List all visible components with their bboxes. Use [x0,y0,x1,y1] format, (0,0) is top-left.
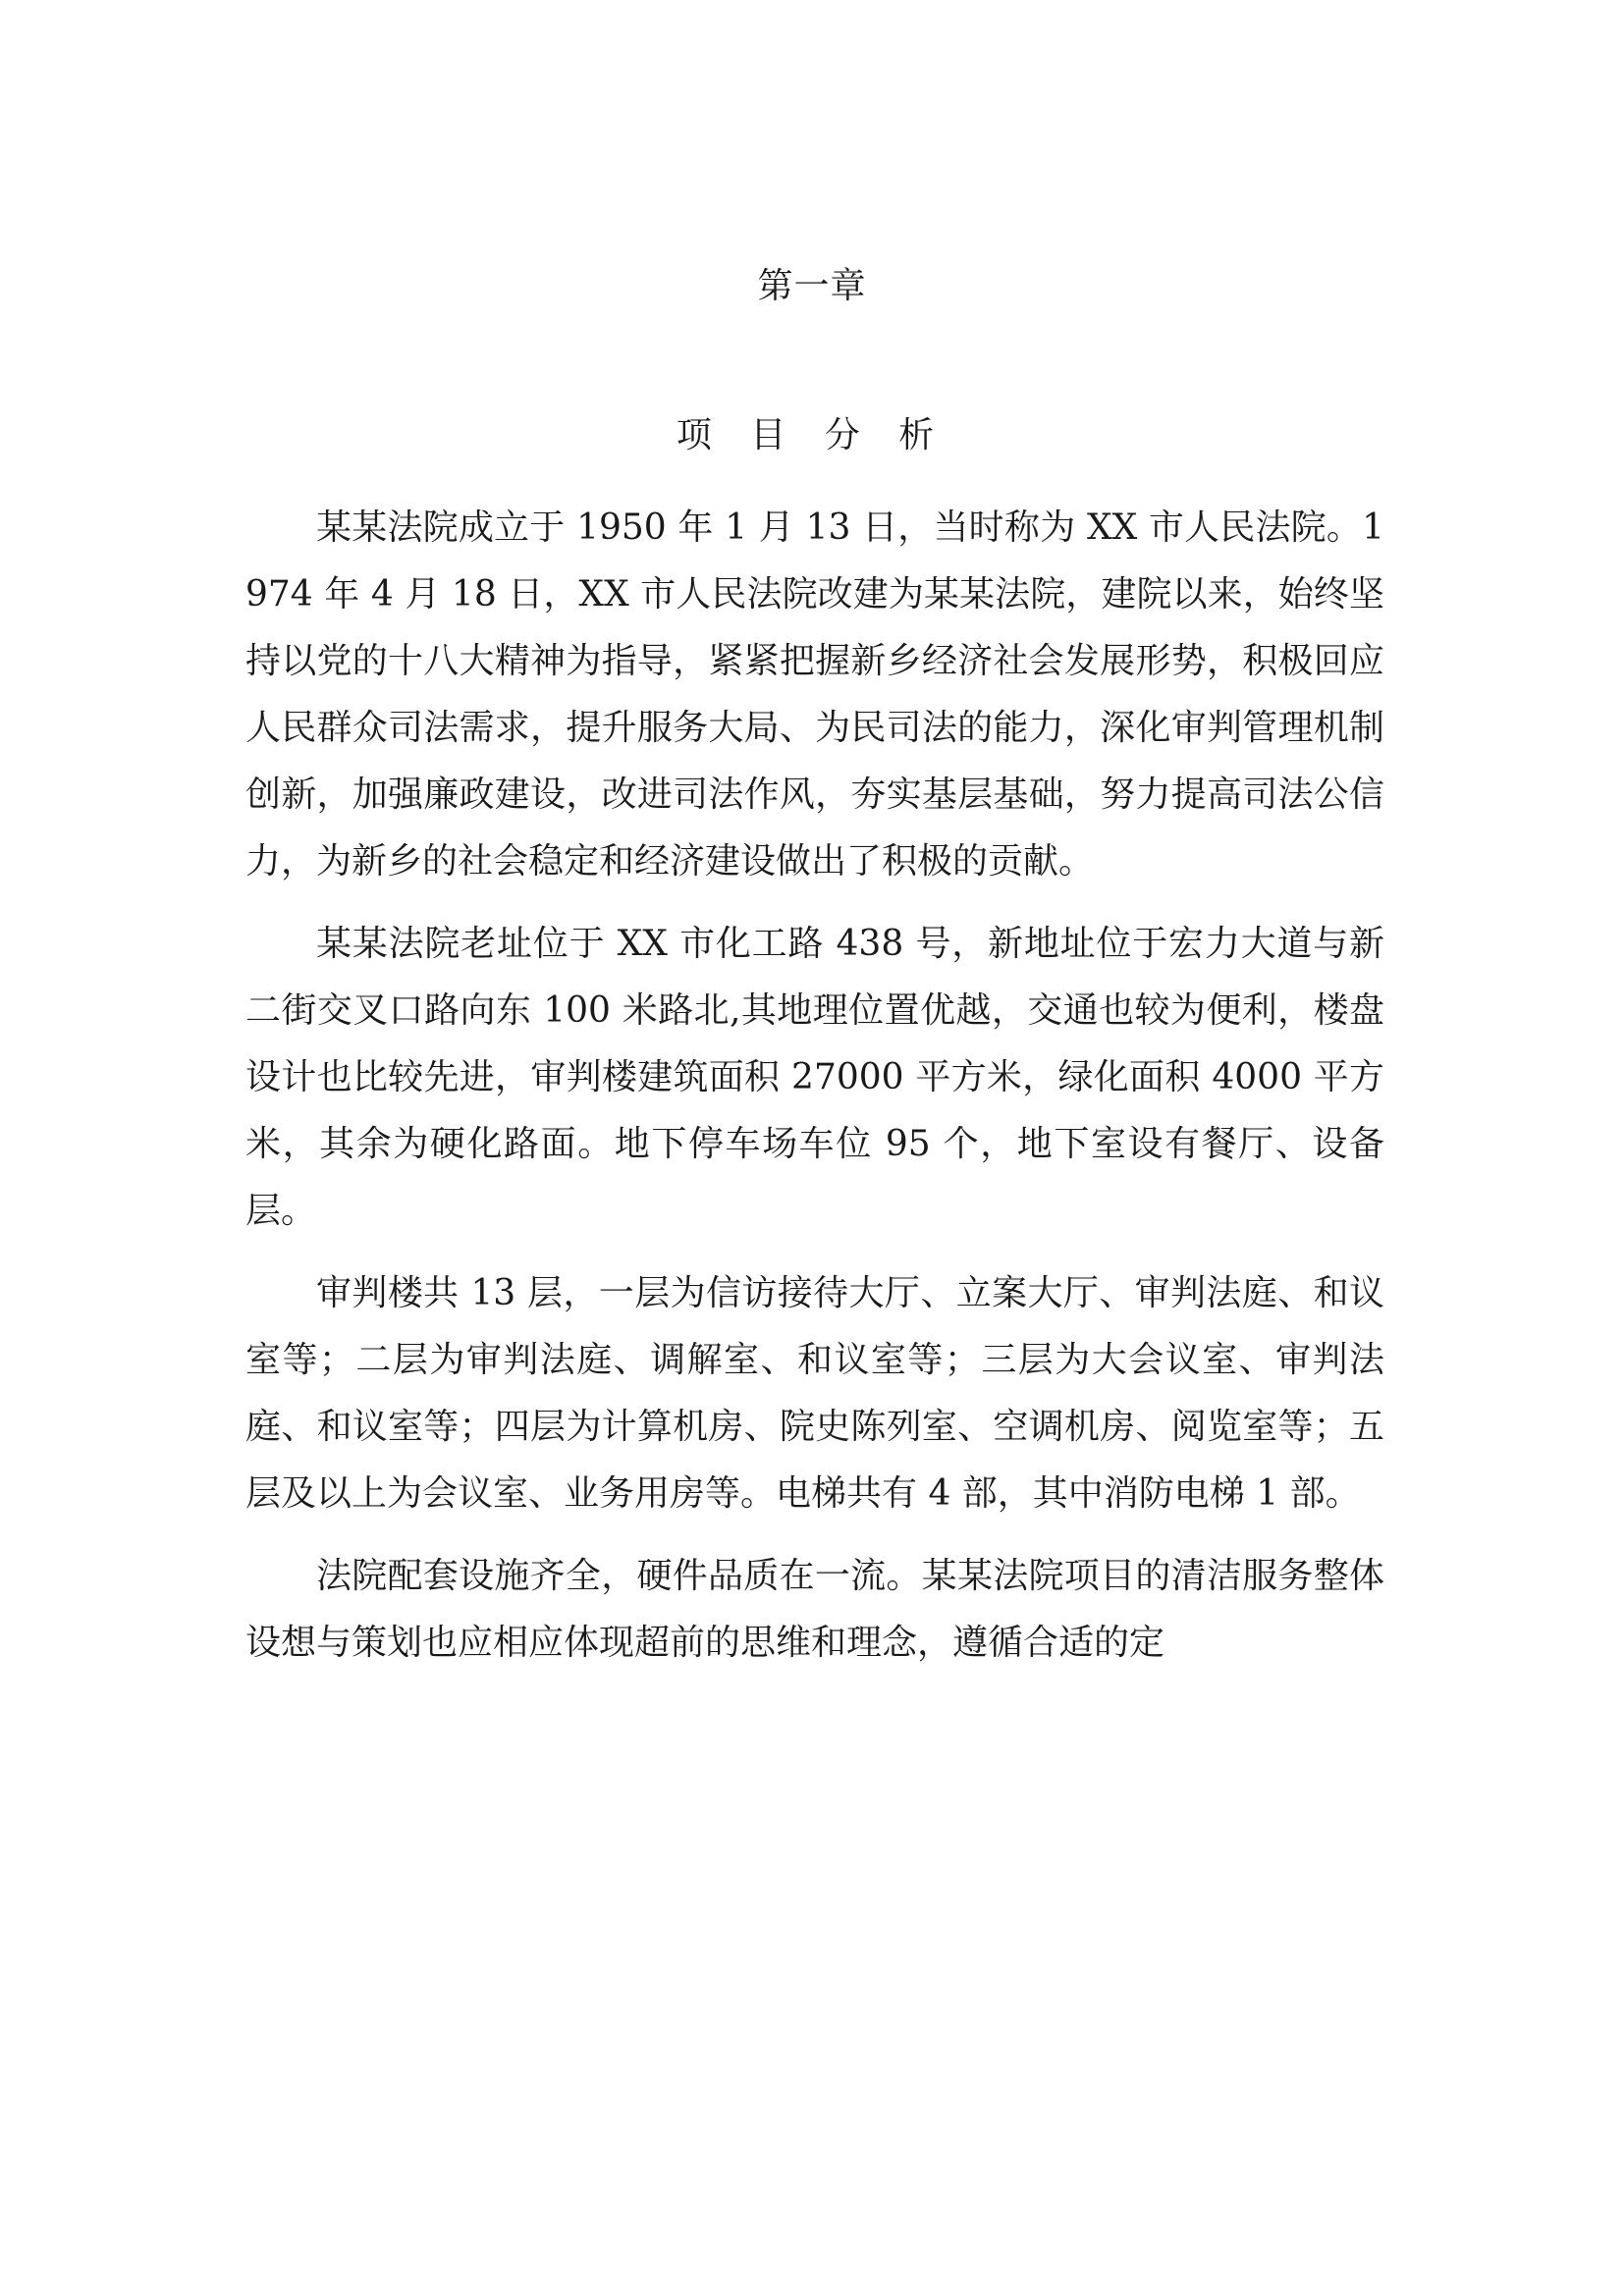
paragraph-floors: 审判楼共 13 层，一层为信访接待大厅、立案大厅、审判法庭、和议室等；二层为审判法庭、调解室、和议室等；三层为大会议室、审判法庭、和议室等；四层为计算机房、院史陈列室、空调机房、阅览室等；五层及以上为会议室、业务用房等。电梯共有 4 部，其中消防电梯 1 部。 [245,1273,1384,1514]
chapter-heading: 第一章 [757,266,867,306]
paragraph-history: 某某法院成立于 1950 年 1 月 13 日，当时称为 XX 市人民法院。1974 年 4 月 18 日，XX 市人民法院改建为某某法院，建院以来，始终坚持以党的十八大精神为指导，紧紧把握新乡经济社会发展形势，积极回应人民群众司法需求，提升服务大局、为民司法的能力，深化审判管理机制创新，加强廉政建设，改进司法作风，夯实基层基础，努力提高司法公信力，为新乡的社会稳定和经济建设做出了积极的贡献。 [245,507,1384,881]
section-title: 项 目 分 析 [676,415,948,455]
paragraph-location: 某某法院老址位于 XX 市化工路 438 号，新地址位于宏力大道与新二街交叉口路向东 100 米路北,其地理位置优越，交通也较为便利，楼盘设计也比较先进，审判楼建筑面积 27000 平方米，绿化面积 4000 平方米，其余为硬化路面。地下停车场车位 95 个，地下室设有餐厅、设备层。 [245,924,1384,1231]
paragraph-facilities: 法院配套设施齐全，硬件品质在一流。某某法院项目的清洁服务整体设想与策划也应相应体现超前的思维和理念，遵循合适的定 [245,1556,1384,1663]
document-body [245,495,1384,1692]
